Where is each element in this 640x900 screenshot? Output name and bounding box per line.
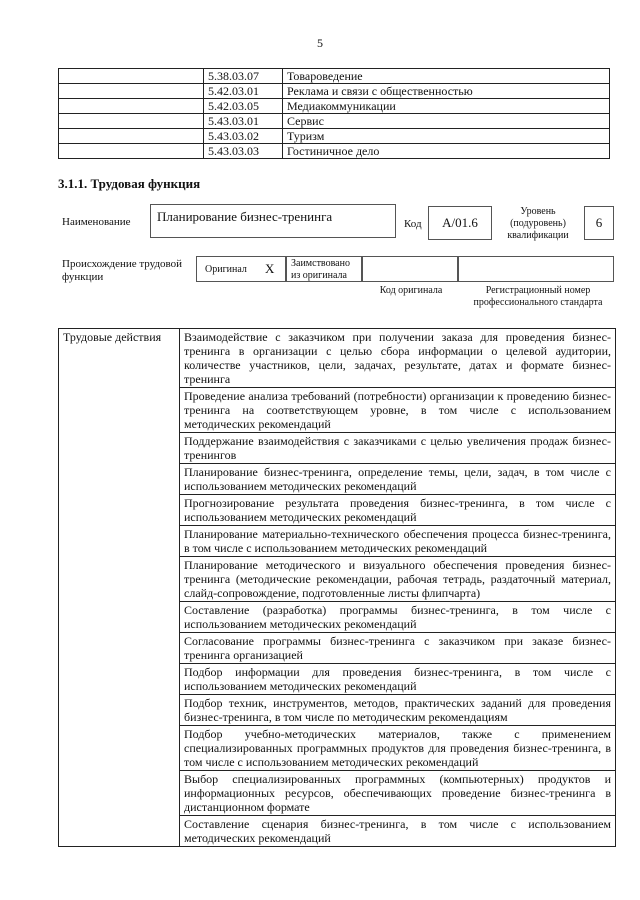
spec-row [59,129,610,144]
labor-action-item: Подбор учебно-методических материалов, также с применением специализированных программных продуктов для проведения бизнес-тренинга, в том числе с использованием методических рекомендаций [180,726,616,771]
code-value: A/01.6 [442,215,478,230]
spec-code: 5.38.03.07 [204,69,283,84]
original-label: Оригинал [205,264,247,275]
original-mark: X [265,261,275,276]
code-box [428,206,492,240]
borrowed-box [286,256,362,282]
labor-actions-table [58,328,616,847]
reg-number-label: Регистрационный номер профессионального стандарта [473,285,603,308]
labor-action-item: Подбор техник, инструментов, методов, практических заданий для проведения бизнес-тренинга, в том числе по методическим рекомендациям [180,695,616,726]
spec-row [59,144,610,159]
labor-action-item: Составление (разработка) программы бизнес-тренинга, в том числе с использованием методических рекомендаций [180,602,616,633]
labor-action-row [59,329,616,388]
spec-code: 5.43.03.01 [204,114,283,129]
labor-action-item: Проведение анализа требований (потребности) организации к проведению бизнес-тренинга на соответствующем уровне, в том числе с использованием методических рекомендаций [180,388,616,433]
spec-name: Гостиничное дело [283,144,610,159]
code-label: Код [404,218,422,230]
labor-action-item: Выбор специализированных программных (компьютерных) продуктов и информационных ресурсов, обеспечивающих проведение бизнес-тренинга в дистанционном формате [180,771,616,816]
spec-code: 5.43.03.02 [204,129,283,144]
code-original-label: Код оригинала [379,285,443,296]
labor-actions-header: Трудовые действия [59,329,180,847]
reg-number-box [458,256,614,282]
original-box [196,256,286,282]
labor-action-item: Составление сценария бизнес-тренинга, в том числе с использованием методических рекомендаций [180,816,616,847]
spec-row [59,69,610,84]
level-label: Уровень (подуровень) квалификации [507,206,569,241]
specialty-table [58,68,610,159]
labor-action-item: Взаимодействие с заказчиком при получении заказа для проведения бизнес-тренинга в организации с целью сбора информации о целевой аудитории, количестве участников, цели, задачах, результате, датах и формате бизнес-тренинга [180,329,616,388]
level-box [584,206,614,240]
spec-name: Медиакоммуникации [283,99,610,114]
page-number: 5 [317,36,323,50]
function-name-value: Планирование бизнес-тренинга [157,209,333,224]
name-label: Наименование [62,216,131,228]
spec-row [59,84,610,99]
spec-row [59,99,610,114]
labor-action-item: Поддержание взаимодействия с заказчиками с целью увеличения продаж бизнес-тренингов [180,433,616,464]
origin-label: Происхождение трудовой функции [62,258,183,283]
spec-name: Реклама и связи с общественностью [283,84,610,99]
level-value: 6 [595,215,603,230]
spec-blank-cell [59,69,204,84]
borrowed-label: Заимствовано из оригинала [291,258,350,281]
function-name-box [150,204,396,238]
labor-action-item: Прогнозирование результата проведения бизнес-тренинга, в том числе с использованием методических рекомендаций [180,495,616,526]
labor-action-item: Планирование материально-технического обеспечения процесса бизнес-тренинга, в том числе с использованием методических рекомендаций [180,526,616,557]
spec-code: 5.42.03.01 [204,84,283,99]
spec-name: Товароведение [283,69,610,84]
labor-action-item: Планирование методического и визуального обеспечения проведения бизнес-тренинга (методические рекомендации, рабочая тетрадь, раздаточный материал, слайд-сопровождение, подготовленные листы флипчарта) [180,557,616,602]
spec-blank-cell [59,99,204,114]
spec-blank-cell [59,144,204,159]
spec-blank-cell [59,129,204,144]
labor-action-item: Подбор информации для проведения бизнес-тренинга, в том числе с использованием методических рекомендаций [180,664,616,695]
code-original-box [362,256,458,282]
labor-action-item: Согласование программы бизнес-тренинга с заказчиком при заказе бизнес-тренинга организацией [180,633,616,664]
labor-action-item: Планирование бизнес-тренинга, определение темы, цели, задач, в том числе с использованием методических рекомендаций [180,464,616,495]
section-title: 3.1.1. Трудовая функция [58,176,201,191]
spec-blank-cell [59,114,204,129]
spec-name: Сервис [283,114,610,129]
spec-name: Туризм [283,129,610,144]
spec-code: 5.42.03.05 [204,99,283,114]
spec-blank-cell [59,84,204,99]
spec-row [59,114,610,129]
spec-code: 5.43.03.03 [204,144,283,159]
